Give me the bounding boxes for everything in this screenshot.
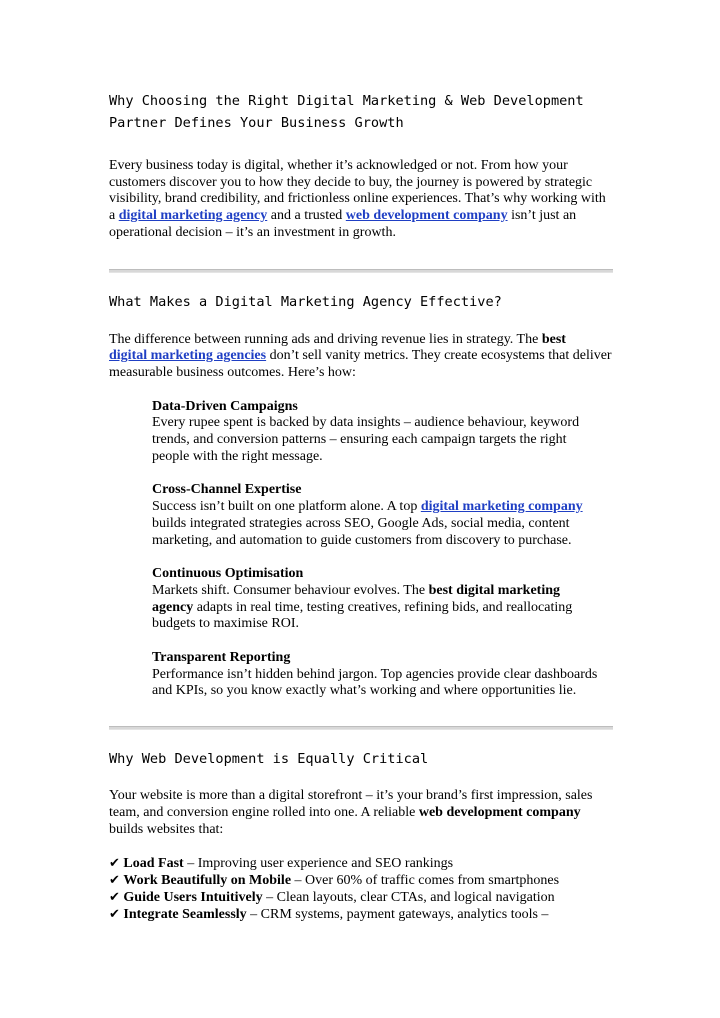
checklist-item (109, 889, 613, 906)
checklist-text: – Clean layouts, clear CTAs, and logical navigation (262, 890, 555, 906)
checklist-item (109, 872, 613, 889)
checklist-bold: Work Beautifully on Mobile (123, 873, 292, 889)
digital-marketing-company-link[interactable]: digital marketing company (420, 499, 583, 515)
checklist-bold: Guide Users Intuitively (123, 890, 263, 906)
intro-text: isn’t just an operational decision – it’s an investment in growth. (109, 208, 577, 240)
web-development-company-link[interactable]: web development company (345, 208, 508, 224)
checklist-item (109, 855, 613, 872)
item-text-bold: best digital marketing agency (152, 582, 561, 615)
item-title: Transparent Reporting (152, 650, 291, 666)
intro-text: and a trusted (267, 208, 346, 224)
section1-paragraph (109, 332, 613, 382)
section-divider (109, 269, 613, 273)
checkmark-icon: ✔ (109, 856, 120, 872)
section2-bold: web development company (418, 804, 581, 820)
checklist-bold: Integrate Seamlessly (123, 907, 247, 923)
item-text-part: Markets shift. Consumer behaviour evolves. The (152, 582, 429, 598)
item-text: Every rupee spent is backed by data insights – audience behaviour, keyword trends, and conversion patterns – ensuring each campaign targets the right people with the right message. (152, 415, 580, 464)
checkmark-icon: ✔ (109, 873, 120, 889)
section2-text: Your website is more than a digital storefront – it’s your brand’s first impression, sales team, and conversion engine rolled into one. A reliable (109, 788, 593, 820)
item-text-part: builds integrated strategies across SEO, Google Ads, social media, content marketing, and automation to guide customers from discovery to purchase. (152, 515, 572, 548)
digital-marketing-agencies-link[interactable]: digital marketing agencies (109, 348, 267, 364)
intro-text: Every business today is digital, whether it’s acknowledged or not. From how your customers discover you to how they decide to buy, the journey is powered by strategic visibility, brand credibility, and frictionless online experiences. That’s why working with a (109, 158, 606, 224)
item-text-part: Success isn’t built on one platform alone. A top (152, 499, 421, 515)
section-heading-web-development: Why Web Development is Equally Critical (109, 751, 429, 768)
list-item (152, 566, 602, 633)
item-title: Cross-Channel Expertise (152, 482, 302, 498)
intro-paragraph (109, 158, 613, 242)
checklist-bold: Load Fast (123, 856, 184, 872)
list-item (152, 399, 602, 466)
section-divider (109, 726, 613, 730)
section-heading-agency: What Makes a Digital Marketing Agency Effective? (109, 293, 502, 310)
checkmark-icon: ✔ (109, 890, 120, 906)
section2-text: builds websites that: (109, 821, 224, 837)
checklist-text: – CRM systems, payment gateways, analytics tools – (246, 907, 549, 923)
checkmark-icon: ✔ (109, 907, 120, 923)
section1-text: The difference between running ads and driving revenue lies in strategy. The (109, 331, 542, 347)
section1-text: don’t sell vanity metrics. They create ecosystems that deliver measurable business outcomes. Here’s how: (109, 348, 612, 380)
digital-marketing-agency-link[interactable]: digital marketing agency (118, 208, 268, 224)
section1-bold: best (541, 331, 566, 347)
checklist-text: – Improving user experience and SEO rankings (183, 856, 454, 872)
item-text-part: adapts in real time, testing creatives, refining bids, and reallocating budgets to maximise ROI. (152, 599, 573, 632)
checklist (109, 855, 613, 923)
item-text (152, 583, 602, 633)
item-title: Data-Driven Campaigns (152, 398, 298, 414)
document-content (109, 90, 613, 923)
document-title: Why Choosing the Right Digital Marketing & Web Development Partner Defines Your Business Growth (109, 93, 584, 131)
item-text: Performance isn’t hidden behind jargon. Top agencies provide clear dashboards and KPIs, so you know exactly what’s working and where opportunities lie. (152, 666, 598, 699)
list-item (152, 482, 602, 549)
list-item (152, 650, 602, 700)
checklist-item (109, 906, 613, 923)
item-title: Continuous Optimisation (152, 566, 304, 582)
checklist-text: – Over 60% of traffic comes from smartphones (291, 873, 560, 889)
section2-paragraph (109, 788, 613, 838)
item-text (152, 499, 602, 549)
